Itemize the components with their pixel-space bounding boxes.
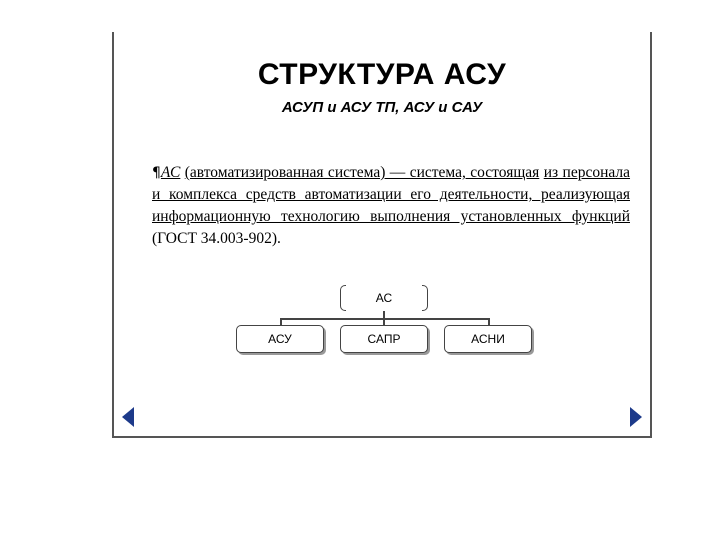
diagram-node-sapr: САПР [340, 325, 428, 353]
definition-term: АС [160, 164, 181, 181]
next-slide-arrow-icon[interactable] [630, 407, 642, 427]
definition-text-1: (автоматизированная система) — система, состоящая [184, 164, 540, 181]
diagram-node-root-label: АС [375, 291, 393, 305]
diagram-node-asu: АСУ [236, 325, 324, 353]
connector-vertical-left [280, 318, 282, 325]
definition-reference: (ГОСТ 34.003-902). [152, 230, 281, 247]
connector-vertical-root [383, 311, 385, 318]
structure-diagram [114, 277, 650, 367]
bracket-left [340, 285, 346, 311]
slide-subtitle: АСУП и АСУ ТП, АСУ и САУ [281, 99, 483, 116]
connector-horizontal [280, 318, 489, 320]
diagram-node-asni: АСНИ [444, 325, 532, 353]
connector-vertical-right [488, 318, 490, 325]
bracket-right [422, 285, 428, 311]
paragraph-bullet-icon: ¶ [152, 165, 161, 181]
slide [112, 32, 652, 438]
connector-vertical-middle [383, 318, 385, 325]
definition-text-2: из персонала и комплекса средств автоматизации его деятельности, реализующая информационную технологию выполнения установленных функций [152, 164, 631, 225]
diagram-node-root [340, 285, 428, 311]
prev-slide-arrow-icon[interactable] [122, 407, 134, 427]
slide-title: СТРУКТУРА АСУ [257, 58, 507, 91]
definition-paragraph [152, 162, 630, 250]
